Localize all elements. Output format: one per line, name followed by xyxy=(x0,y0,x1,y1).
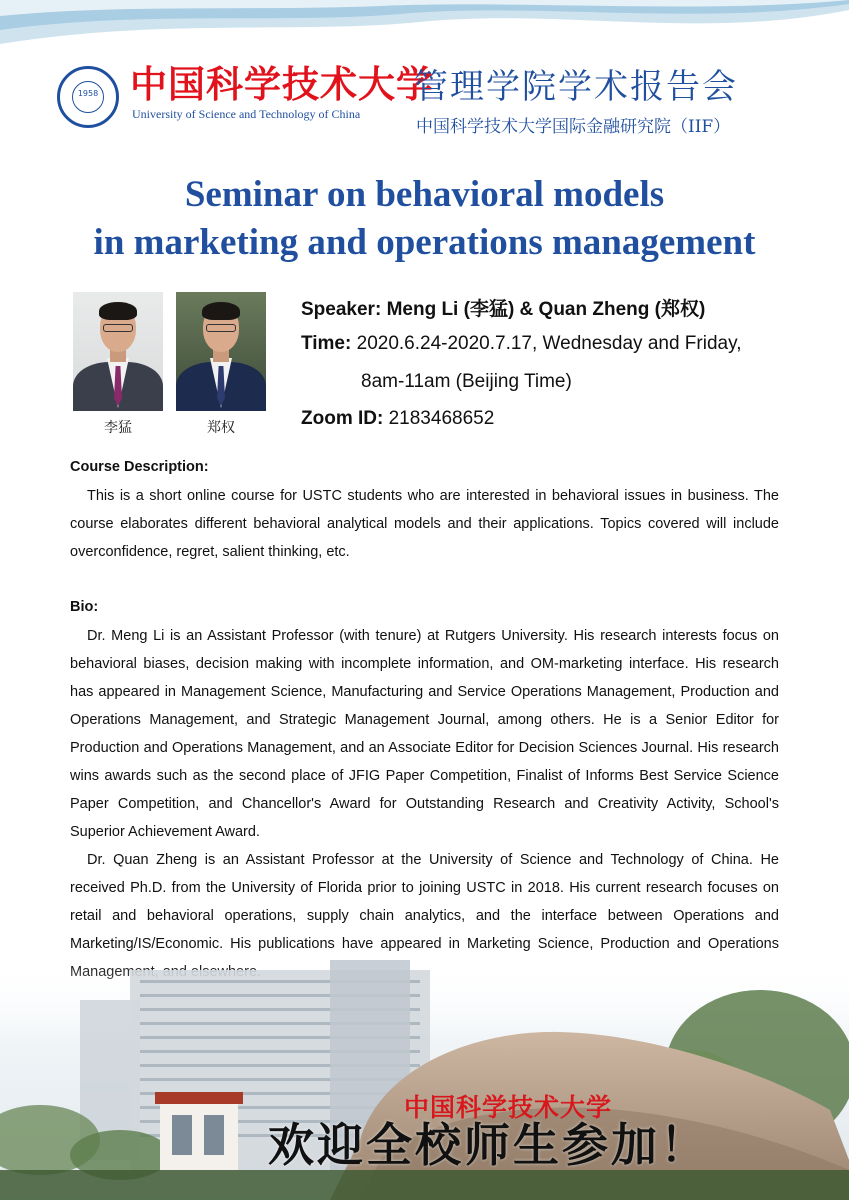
seal-year: 1958 xyxy=(77,89,99,98)
university-seal-logo xyxy=(57,66,119,128)
welcome-slogan: 欢迎全校师生参加！ xyxy=(268,1118,709,1172)
seminar-title-line2: in marketing and operations management xyxy=(93,222,756,263)
speaker-line xyxy=(301,294,705,321)
zoom-id-value: 2183468652 xyxy=(388,408,495,429)
bio-paragraph-meng-li: Dr. Meng Li is an Assistant Professor (with tenure) at Rutgers University. His research interests focus on behavioral biases, decision making with incomplete information, and OM-marketing interface. His research has appeared in Management Science, Manufacturing and Service Operations Management, Production and Operations Management, and Strategic Management Journal, among others. He is a Senior Editor for Production and Operations Management, and an Associate Editor for Decision Sciences Journal. His research wins awards such as the second place of JFIG Paper Competition, Finalist of Informs Best Service Science Paper Competition, and Chancellor's Award for Outstanding Research and Creativity Activity, School's Superior Achievement Award. xyxy=(70,628,779,840)
course-description-label: Course Description: xyxy=(70,459,209,475)
speaker-photo-quan-zheng xyxy=(176,292,266,411)
speaker-photo-meng-li xyxy=(73,292,163,411)
event-subtitle: 中国科学技术大学国际金融研究院（IIF） xyxy=(416,117,731,137)
stone-inscription: 中国科学技术大学 xyxy=(404,1093,613,1122)
course-description-text: This is a short online course for USTC students who are interested in behavioral issues in business. The course elaborates different behavioral analytical models and their applications. Topics covered will include overconfidence, regret, salient thinking, etc. xyxy=(70,488,779,560)
bio-paragraph-quan-zheng: Dr. Quan Zheng is an Assistant Professor at the University of Science and Technology of China. He received Ph.D. from the University of Florida prior to joining USTC in 2018. His current research focuses on retail and behavioral operations, supply chain analytics, and the interface between Operations and Marketing/IS/Economic. His publications have appeared in Marketing Science, Production and Operations xyxy=(70,852,779,952)
university-name-cn: 中国科学技术大学 xyxy=(130,62,434,106)
zoom-line xyxy=(301,408,494,430)
bio-label: Bio: xyxy=(70,599,99,615)
time-line xyxy=(301,333,741,355)
time-line-2: 8am-11am (Beijing Time) xyxy=(361,371,572,392)
event-title: 管理学院学术报告会 xyxy=(414,67,738,107)
speaker-caption-2: 郑权 xyxy=(207,420,235,436)
time-label: Time: xyxy=(301,333,352,354)
top-wave-decoration xyxy=(0,0,849,60)
seminar-title-line1: Seminar on behavioral models xyxy=(184,174,665,215)
time-value: 2020.6.24-2020.7.17, Wednesday and Friday, xyxy=(356,333,742,354)
speaker-label: Speaker: xyxy=(301,299,382,320)
zoom-label: Zoom ID: xyxy=(301,408,384,429)
university-name-en: University of Science and Technology of China xyxy=(132,107,361,121)
speaker-value: Meng Li (李猛) & Quan Zheng (郑权) xyxy=(386,299,706,320)
speaker-caption-1: 李猛 xyxy=(104,420,132,436)
